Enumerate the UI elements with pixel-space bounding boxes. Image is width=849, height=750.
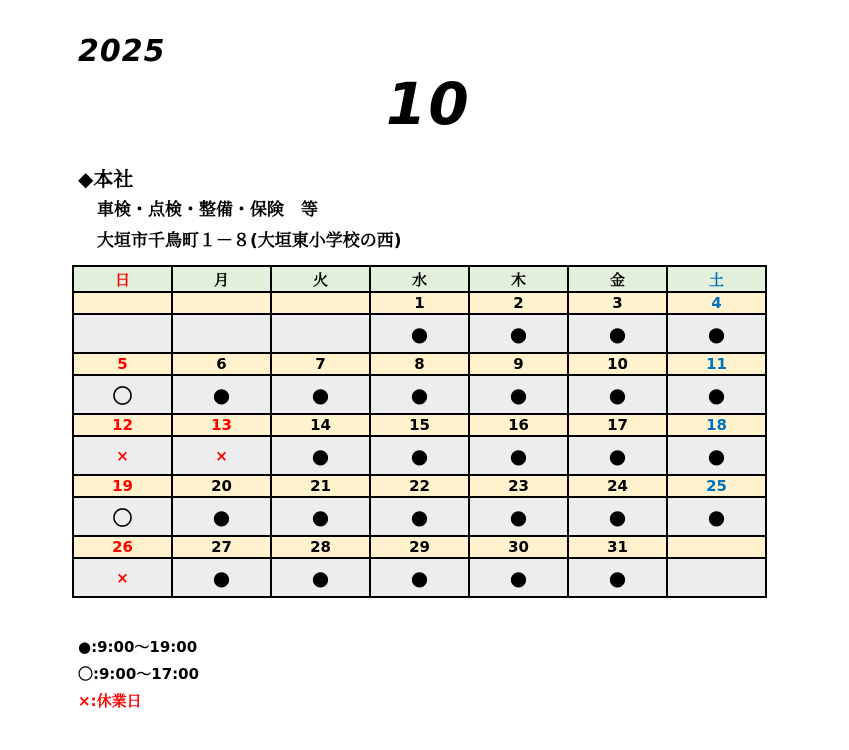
date-cell: 10	[568, 353, 667, 375]
date-cell: 6	[172, 353, 271, 375]
status-cell: 〇	[73, 375, 172, 414]
status-cell: ●	[172, 558, 271, 597]
weekday-header: 水	[370, 266, 469, 292]
legend-item: 〇:9:00～17:00	[78, 665, 200, 683]
shop-name: ◆本社	[78, 167, 134, 191]
date-cell: 14	[271, 414, 370, 436]
weekday-header: 日	[73, 266, 172, 292]
status-cell: ●	[271, 375, 370, 414]
status-cell: ●	[271, 497, 370, 536]
date-cell	[172, 292, 271, 314]
status-cell: ●	[271, 436, 370, 475]
status-cell: ●	[271, 558, 370, 597]
status-cell: ●	[370, 558, 469, 597]
date-cell	[667, 536, 766, 558]
date-cell	[73, 292, 172, 314]
date-cell: 4	[667, 292, 766, 314]
status-row	[73, 558, 766, 597]
date-row	[73, 292, 766, 314]
status-cell: ×	[73, 558, 172, 597]
status-cell: ●	[469, 375, 568, 414]
status-row	[73, 375, 766, 414]
date-cell: 2	[469, 292, 568, 314]
legend-item: ●:9:00～19:00	[78, 638, 198, 656]
status-cell: ●	[370, 436, 469, 475]
status-cell: ●	[172, 497, 271, 536]
status-cell: ●	[469, 497, 568, 536]
calendar-table	[72, 265, 767, 598]
date-cell: 30	[469, 536, 568, 558]
date-cell: 29	[370, 536, 469, 558]
status-cell: ●	[568, 314, 667, 353]
date-cell: 11	[667, 353, 766, 375]
date-cell: 21	[271, 475, 370, 497]
date-cell: 31	[568, 536, 667, 558]
year-label: 2025	[78, 34, 166, 69]
date-cell: 25	[667, 475, 766, 497]
weekday-header-row	[73, 266, 766, 292]
date-row	[73, 475, 766, 497]
status-cell: ●	[568, 375, 667, 414]
date-cell: 3	[568, 292, 667, 314]
date-cell: 20	[172, 475, 271, 497]
date-cell: 7	[271, 353, 370, 375]
status-cell: ●	[370, 497, 469, 536]
status-row	[73, 314, 766, 353]
status-cell	[172, 314, 271, 353]
date-cell: 27	[172, 536, 271, 558]
status-cell: ●	[667, 436, 766, 475]
status-cell: ●	[568, 436, 667, 475]
month-label: 10	[386, 70, 471, 138]
date-cell: 26	[73, 536, 172, 558]
weekday-header: 木	[469, 266, 568, 292]
date-row	[73, 353, 766, 375]
status-cell: ●	[568, 558, 667, 597]
date-cell: 16	[469, 414, 568, 436]
shop-services: 車検・点検・整備・保険 等	[97, 200, 318, 220]
status-cell: ×	[172, 436, 271, 475]
date-cell: 28	[271, 536, 370, 558]
status-cell	[271, 314, 370, 353]
date-cell: 12	[73, 414, 172, 436]
status-row	[73, 436, 766, 475]
date-cell: 9	[469, 353, 568, 375]
date-cell: 19	[73, 475, 172, 497]
status-cell: ●	[370, 314, 469, 353]
date-row	[73, 536, 766, 558]
date-cell: 5	[73, 353, 172, 375]
date-cell: 15	[370, 414, 469, 436]
date-cell: 23	[469, 475, 568, 497]
date-cell: 8	[370, 353, 469, 375]
weekday-header: 土	[667, 266, 766, 292]
status-cell	[667, 558, 766, 597]
date-cell: 17	[568, 414, 667, 436]
status-cell	[73, 314, 172, 353]
status-cell: ●	[172, 375, 271, 414]
shop-address: 大垣市千鳥町１－８(大垣東小学校の西)	[97, 231, 402, 251]
status-cell: ●	[667, 497, 766, 536]
weekday-header: 火	[271, 266, 370, 292]
status-cell: ●	[667, 375, 766, 414]
status-cell: ●	[568, 497, 667, 536]
legend-item: ×:休業日	[78, 692, 142, 710]
date-cell: 13	[172, 414, 271, 436]
status-cell: ●	[469, 314, 568, 353]
date-cell: 18	[667, 414, 766, 436]
date-cell	[271, 292, 370, 314]
date-cell: 1	[370, 292, 469, 314]
weekday-header: 金	[568, 266, 667, 292]
status-cell: 〇	[73, 497, 172, 536]
status-cell: ●	[370, 375, 469, 414]
status-cell: ×	[73, 436, 172, 475]
date-cell: 24	[568, 475, 667, 497]
status-cell: ●	[667, 314, 766, 353]
date-cell: 22	[370, 475, 469, 497]
status-cell: ●	[469, 436, 568, 475]
status-cell: ●	[469, 558, 568, 597]
weekday-header: 月	[172, 266, 271, 292]
date-row	[73, 414, 766, 436]
status-row	[73, 497, 766, 536]
